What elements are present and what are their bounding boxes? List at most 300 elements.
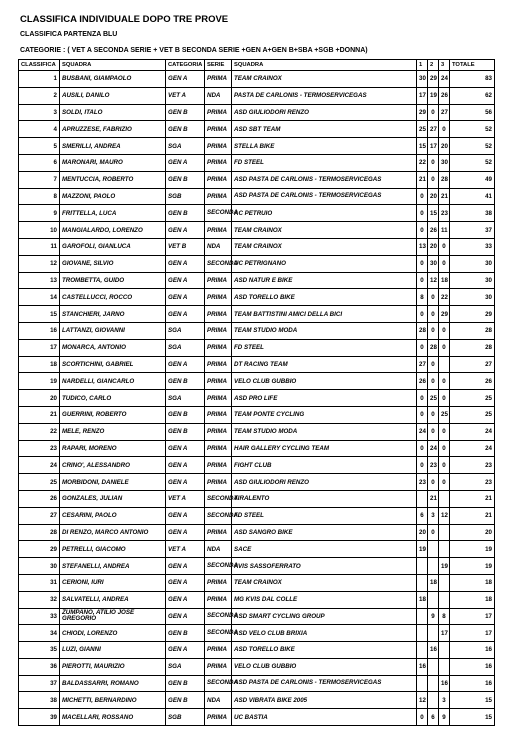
athlete-name-cell: MARONARI, MAURO	[60, 154, 166, 171]
category-cell: SGA	[166, 339, 205, 356]
rank-cell: 10	[19, 222, 60, 239]
race-3-points-cell	[439, 524, 450, 541]
race-1-points-cell: 16	[417, 658, 428, 675]
total-points-cell: 21	[450, 490, 495, 507]
category-cell: GEN A	[166, 558, 205, 575]
table-row	[19, 625, 495, 642]
rank-cell: 37	[19, 675, 60, 692]
race-2-points-cell	[428, 541, 439, 558]
table-row	[19, 121, 495, 138]
category-cell: SGB	[166, 188, 205, 205]
rank-cell: 38	[19, 692, 60, 709]
table-row	[19, 255, 495, 272]
category-cell: GEN A	[166, 272, 205, 289]
total-points-cell: 33	[450, 238, 495, 255]
team-cell: TEAM CRAINOX	[232, 574, 417, 591]
total-points-cell: 20	[450, 524, 495, 541]
total-points-cell: 19	[450, 558, 495, 575]
table-row	[19, 658, 495, 675]
category-cell: GEN B	[166, 625, 205, 642]
race-2-points-cell: 23	[428, 457, 439, 474]
total-points-cell: 16	[450, 675, 495, 692]
team-cell: SACE	[232, 541, 417, 558]
rank-cell: 2	[19, 87, 60, 104]
race-3-points-cell: 9	[439, 709, 450, 726]
race-3-points-cell: 26	[439, 87, 450, 104]
category-cell: VET A	[166, 541, 205, 558]
category-cell: GEN A	[166, 440, 205, 457]
series-cell: PRIMA	[205, 406, 232, 423]
race-2-points-cell: 0	[428, 423, 439, 440]
col-header-race-2: 2	[428, 60, 439, 71]
series-cell: NDA	[205, 541, 232, 558]
team-cell: TEAM CRAINOX	[232, 222, 417, 239]
race-2-points-cell: 24	[428, 440, 439, 457]
team-cell: UC PETRIGNANO	[232, 255, 417, 272]
team-cell: VELO CLUB GUBBIO	[232, 373, 417, 390]
series-cell: SECONDA	[205, 490, 232, 507]
col-header-race-3: 3	[439, 60, 450, 71]
series-cell: PRIMA	[205, 423, 232, 440]
rank-cell: 13	[19, 272, 60, 289]
series-cell: SECONDA	[205, 255, 232, 272]
rank-cell: 26	[19, 490, 60, 507]
rank-cell: 28	[19, 524, 60, 541]
race-1-points-cell: 15	[417, 138, 428, 155]
series-cell: SECONDA	[205, 558, 232, 575]
athlete-name-cell: RAPARI, MORENO	[60, 440, 166, 457]
race-3-points-cell	[439, 490, 450, 507]
athlete-name-cell: MAZZONI, PAOLO	[60, 188, 166, 205]
race-3-points-cell: 0	[439, 474, 450, 491]
series-cell: PRIMA	[205, 457, 232, 474]
category-cell: GEN B	[166, 692, 205, 709]
table-row	[19, 238, 495, 255]
team-cell: TEAM STUDIO MODA	[232, 322, 417, 339]
team-cell: TEAM CRAINOX	[232, 71, 417, 88]
athlete-name-cell: TUDICO, CARLO	[60, 390, 166, 407]
team-cell: ASD VIBRATA BIKE 2005	[232, 692, 417, 709]
race-3-points-cell: 21	[439, 188, 450, 205]
race-1-points-cell: 23	[417, 474, 428, 491]
athlete-name-cell: SALVATELLI, ANDREA	[60, 591, 166, 608]
rank-cell: 8	[19, 188, 60, 205]
race-2-points-cell: 16	[428, 642, 439, 659]
table-row	[19, 440, 495, 457]
race-3-points-cell: 28	[439, 171, 450, 188]
race-1-points-cell: 0	[417, 255, 428, 272]
table-row	[19, 356, 495, 373]
total-points-cell: 37	[450, 222, 495, 239]
series-cell: SECONDA	[205, 625, 232, 642]
total-points-cell: 52	[450, 138, 495, 155]
race-2-points-cell: 27	[428, 121, 439, 138]
series-cell: PRIMA	[205, 138, 232, 155]
table-row	[19, 642, 495, 659]
category-cell: GEN A	[166, 255, 205, 272]
table-row	[19, 71, 495, 88]
rank-cell: 15	[19, 306, 60, 323]
race-2-points-cell	[428, 692, 439, 709]
race-3-points-cell	[439, 356, 450, 373]
total-points-cell: 17	[450, 608, 495, 625]
total-points-cell: 16	[450, 658, 495, 675]
table-row	[19, 171, 495, 188]
category-cell: GEN B	[166, 406, 205, 423]
rank-cell: 25	[19, 474, 60, 491]
athlete-name-cell: DI RENZO, MARCO ANTONIO	[60, 524, 166, 541]
table-row	[19, 138, 495, 155]
race-1-points-cell: 18	[417, 591, 428, 608]
page-title: CLASSIFICA INDIVIDUALE DOPO TRE PROVE	[20, 14, 229, 25]
race-3-points-cell: 17	[439, 625, 450, 642]
race-2-points-cell: 0	[428, 154, 439, 171]
race-1-points-cell	[417, 625, 428, 642]
table-row	[19, 289, 495, 306]
category-cell: SGA	[166, 322, 205, 339]
race-1-points-cell	[417, 558, 428, 575]
col-header-categoria: CATEGORIA	[166, 60, 205, 71]
table-row	[19, 474, 495, 491]
series-cell: PRIMA	[205, 574, 232, 591]
athlete-name-cell: LATTANZI, GIOVANNI	[60, 322, 166, 339]
table-row	[19, 406, 495, 423]
category-cell: GEN B	[166, 675, 205, 692]
team-cell: FD STEEL	[232, 154, 417, 171]
category-cell: GEN A	[166, 154, 205, 171]
table-row	[19, 306, 495, 323]
race-3-points-cell: 0	[439, 255, 450, 272]
athlete-name-cell: STANCHIERI, JARNO	[60, 306, 166, 323]
table-row	[19, 373, 495, 390]
athlete-name-cell: FRITTELLA, LUCA	[60, 205, 166, 222]
table-row	[19, 154, 495, 171]
race-3-points-cell	[439, 541, 450, 558]
race-2-points-cell: 18	[428, 574, 439, 591]
race-2-points-cell: 15	[428, 205, 439, 222]
athlete-name-cell: MANGIALARDO, LORENZO	[60, 222, 166, 239]
rank-cell: 6	[19, 154, 60, 171]
rank-cell: 34	[19, 625, 60, 642]
team-cell: TEAM CRAINOX	[232, 238, 417, 255]
total-points-cell: 29	[450, 306, 495, 323]
series-cell: PRIMA	[205, 356, 232, 373]
series-cell: SECONDA	[205, 608, 232, 625]
race-3-points-cell: 0	[439, 423, 450, 440]
team-cell: ASD PASTA DE CARLONIS - TERMOSERVICEGAS	[232, 188, 417, 205]
athlete-name-cell: MICHETTI, BERNARDINO	[60, 692, 166, 709]
series-cell: PRIMA	[205, 104, 232, 121]
race-3-points-cell: 0	[439, 339, 450, 356]
race-2-points-cell	[428, 675, 439, 692]
rank-cell: 16	[19, 322, 60, 339]
series-cell: SECONDA	[205, 205, 232, 222]
series-cell: PRIMA	[205, 289, 232, 306]
race-2-points-cell: 0	[428, 322, 439, 339]
table-row	[19, 188, 495, 205]
series-cell: SECONDA	[205, 675, 232, 692]
ranking-table	[18, 59, 495, 726]
race-1-points-cell: 22	[417, 154, 428, 171]
table-row	[19, 490, 495, 507]
race-2-points-cell	[428, 591, 439, 608]
category-cell: GEN A	[166, 574, 205, 591]
total-points-cell: 38	[450, 205, 495, 222]
team-cell: MG KVIS DAL COLLE	[232, 591, 417, 608]
col-header-race-1: 1	[417, 60, 428, 71]
rank-cell: 35	[19, 642, 60, 659]
race-1-points-cell: 0	[417, 709, 428, 726]
race-1-points-cell: 0	[417, 406, 428, 423]
category-cell: GEN B	[166, 373, 205, 390]
table-row	[19, 222, 495, 239]
team-cell: ASD TORELLO BIKE	[232, 289, 417, 306]
col-header-totale: TOTALE	[450, 60, 495, 71]
team-cell: TEAM STUDIO MODA	[232, 423, 417, 440]
race-1-points-cell	[417, 490, 428, 507]
team-cell: PASTA DE CARLONIS - TERMOSERVICEGAS	[232, 87, 417, 104]
col-header-classifica: CLASSIFICA	[19, 60, 60, 71]
race-2-points-cell: 0	[428, 373, 439, 390]
team-cell: UC BASTIA	[232, 709, 417, 726]
category-cell: GEN B	[166, 423, 205, 440]
athlete-name-cell: NARDELLI, GIANCARLO	[60, 373, 166, 390]
rank-cell: 30	[19, 558, 60, 575]
rank-cell: 24	[19, 457, 60, 474]
table-row	[19, 558, 495, 575]
athlete-name-cell: MENTUCCIA, ROBERTO	[60, 171, 166, 188]
race-2-points-cell	[428, 625, 439, 642]
race-3-points-cell: 22	[439, 289, 450, 306]
category-cell: GEN B	[166, 205, 205, 222]
race-1-points-cell: 21	[417, 171, 428, 188]
table-row	[19, 709, 495, 726]
race-3-points-cell: 11	[439, 222, 450, 239]
athlete-name-cell: BALDASSARRI, ROMANO	[60, 675, 166, 692]
race-3-points-cell: 12	[439, 507, 450, 524]
col-header-name: SQUADRA	[60, 60, 166, 71]
athlete-name-cell: CASTELLUCCI, ROCCO	[60, 289, 166, 306]
race-3-points-cell: 24	[439, 71, 450, 88]
total-points-cell: 16	[450, 642, 495, 659]
table-row	[19, 524, 495, 541]
race-2-points-cell: 6	[428, 709, 439, 726]
race-3-points-cell	[439, 642, 450, 659]
team-cell: TEAM PONTE CYCLING	[232, 406, 417, 423]
table-row	[19, 591, 495, 608]
race-1-points-cell: 0	[417, 222, 428, 239]
race-1-points-cell: 17	[417, 87, 428, 104]
total-points-cell: 25	[450, 390, 495, 407]
series-cell: PRIMA	[205, 474, 232, 491]
total-points-cell: 52	[450, 121, 495, 138]
total-points-cell: 23	[450, 474, 495, 491]
team-cell: VELO CLUB GUBBIO	[232, 658, 417, 675]
race-2-points-cell: 0	[428, 474, 439, 491]
race-3-points-cell: 23	[439, 205, 450, 222]
category-cell: SGB	[166, 709, 205, 726]
team-cell: FD STEEL	[232, 339, 417, 356]
categories-line: CATEGORIE : ( VET A SECONDA SERIE + VET B SECONDA SERIE +GEN A+GEN B+SBA +SGB +DONNA)	[20, 47, 368, 54]
race-1-points-cell: 24	[417, 423, 428, 440]
category-cell: GEN A	[166, 457, 205, 474]
team-cell: ASD VELO CLUB BRIXIA	[232, 625, 417, 642]
race-1-points-cell: 12	[417, 692, 428, 709]
athlete-name-cell: MACELLARI, ROSSANO	[60, 709, 166, 726]
total-points-cell: 23	[450, 457, 495, 474]
athlete-name-cell: BUSBANI, GIAMPAOLO	[60, 71, 166, 88]
team-cell: ASD SBT TEAM	[232, 121, 417, 138]
series-cell: PRIMA	[205, 591, 232, 608]
race-2-points-cell: 3	[428, 507, 439, 524]
total-points-cell: 15	[450, 709, 495, 726]
category-cell: GEN A	[166, 306, 205, 323]
total-points-cell: 21	[450, 507, 495, 524]
total-points-cell: 19	[450, 541, 495, 558]
category-cell: SGA	[166, 138, 205, 155]
team-cell: DT RACING TEAM	[232, 356, 417, 373]
category-cell: GEN A	[166, 356, 205, 373]
race-3-points-cell	[439, 658, 450, 675]
col-header-serie: SERIE	[205, 60, 232, 71]
total-points-cell: 25	[450, 406, 495, 423]
series-cell: PRIMA	[205, 339, 232, 356]
athlete-name-cell: GIOVANE, SILVIO	[60, 255, 166, 272]
table-row	[19, 322, 495, 339]
race-1-points-cell: 6	[417, 507, 428, 524]
rank-cell: 39	[19, 709, 60, 726]
total-points-cell: 30	[450, 272, 495, 289]
category-cell: VET A	[166, 490, 205, 507]
category-cell: GEN B	[166, 121, 205, 138]
team-cell: ASD SANGRO BIKE	[232, 524, 417, 541]
rank-cell: 1	[19, 71, 60, 88]
race-3-points-cell	[439, 591, 450, 608]
race-1-points-cell: 8	[417, 289, 428, 306]
team-cell: FIGHT CLUB	[232, 457, 417, 474]
category-cell: GEN A	[166, 591, 205, 608]
team-cell: ASD PASTA DE CARLONIS - TERMOSERVICEGAS	[232, 171, 417, 188]
race-1-points-cell: 0	[417, 457, 428, 474]
team-cell: ASD TORELLO BIKE	[232, 642, 417, 659]
col-header-team: SQUADRA	[232, 60, 417, 71]
total-points-cell: 26	[450, 373, 495, 390]
total-points-cell: 15	[450, 692, 495, 709]
total-points-cell: 27	[450, 356, 495, 373]
rank-cell: 36	[19, 658, 60, 675]
series-cell: PRIMA	[205, 306, 232, 323]
table-row	[19, 692, 495, 709]
athlete-name-cell: SMERILLI, ANDREA	[60, 138, 166, 155]
category-cell: GEN A	[166, 507, 205, 524]
team-cell: ASD NATUR E BIKE	[232, 272, 417, 289]
race-3-points-cell: 8	[439, 608, 450, 625]
rank-cell: 29	[19, 541, 60, 558]
table-row	[19, 574, 495, 591]
race-1-points-cell	[417, 642, 428, 659]
series-cell: PRIMA	[205, 709, 232, 726]
category-cell: GEN A	[166, 642, 205, 659]
rank-cell: 17	[19, 339, 60, 356]
athlete-name-cell: CERIONI, IURI	[60, 574, 166, 591]
race-2-points-cell	[428, 558, 439, 575]
category-cell: GEN A	[166, 289, 205, 306]
race-1-points-cell: 13	[417, 238, 428, 255]
rank-cell: 9	[19, 205, 60, 222]
total-points-cell: 28	[450, 322, 495, 339]
race-3-points-cell: 0	[439, 457, 450, 474]
table-row	[19, 541, 495, 558]
race-2-points-cell: 0	[428, 356, 439, 373]
total-points-cell: 56	[450, 104, 495, 121]
category-cell: VET A	[166, 87, 205, 104]
athlete-name-cell: SOLDI, ITALO	[60, 104, 166, 121]
total-points-cell: 41	[450, 188, 495, 205]
team-cell: ASD GIULIODORI RENZO	[232, 474, 417, 491]
race-2-points-cell: 19	[428, 87, 439, 104]
team-cell: TIRALENTO	[232, 490, 417, 507]
rank-cell: 18	[19, 356, 60, 373]
category-cell: GEN A	[166, 524, 205, 541]
race-3-points-cell: 3	[439, 692, 450, 709]
athlete-name-cell: MORBIDONI, DANIELE	[60, 474, 166, 491]
race-1-points-cell: 19	[417, 541, 428, 558]
race-2-points-cell: 0	[428, 306, 439, 323]
rank-cell: 12	[19, 255, 60, 272]
race-1-points-cell: 0	[417, 390, 428, 407]
team-cell: HAIR GALLERY CYCLING TEAM	[232, 440, 417, 457]
race-3-points-cell: 0	[439, 440, 450, 457]
total-points-cell: 49	[450, 171, 495, 188]
athlete-name-cell: GONZALES, JULIAN	[60, 490, 166, 507]
race-2-points-cell: 0	[428, 171, 439, 188]
category-cell: GEN A	[166, 222, 205, 239]
athlete-name-cell: LUZI, GIANNI	[60, 642, 166, 659]
race-3-points-cell: 20	[439, 138, 450, 155]
rank-cell: 22	[19, 423, 60, 440]
athlete-name-cell: ZUMPANO, ATILIO JOSE GREGORIO	[60, 608, 166, 625]
category-cell: GEN A	[166, 474, 205, 491]
team-cell: AVIS SASSOFERRATO	[232, 558, 417, 575]
race-3-points-cell: 0	[439, 390, 450, 407]
race-1-points-cell: 0	[417, 205, 428, 222]
athlete-name-cell: APRUZZESE, FABRIZIO	[60, 121, 166, 138]
series-cell: PRIMA	[205, 373, 232, 390]
team-cell: ASD PASTA DE CARLONIS - TERMOSERVICEGAS	[232, 675, 417, 692]
race-3-points-cell: 0	[439, 121, 450, 138]
series-cell: SECONDA	[205, 507, 232, 524]
table-row	[19, 205, 495, 222]
team-cell: FD STEEL	[232, 507, 417, 524]
race-3-points-cell: 0	[439, 322, 450, 339]
series-cell: PRIMA	[205, 188, 232, 205]
series-cell: PRIMA	[205, 524, 232, 541]
series-cell: PRIMA	[205, 642, 232, 659]
total-points-cell: 24	[450, 423, 495, 440]
rank-cell: 33	[19, 608, 60, 625]
athlete-name-cell: MELE, RENZO	[60, 423, 166, 440]
race-2-points-cell: 0	[428, 104, 439, 121]
race-1-points-cell: 26	[417, 373, 428, 390]
race-3-points-cell: 29	[439, 306, 450, 323]
rank-cell: 31	[19, 574, 60, 591]
team-cell: ASD PRO LIFE	[232, 390, 417, 407]
race-2-points-cell: 30	[428, 255, 439, 272]
team-cell: STELLA BIKE	[232, 138, 417, 155]
race-2-points-cell: 17	[428, 138, 439, 155]
category-cell: GEN B	[166, 104, 205, 121]
race-3-points-cell: 19	[439, 558, 450, 575]
